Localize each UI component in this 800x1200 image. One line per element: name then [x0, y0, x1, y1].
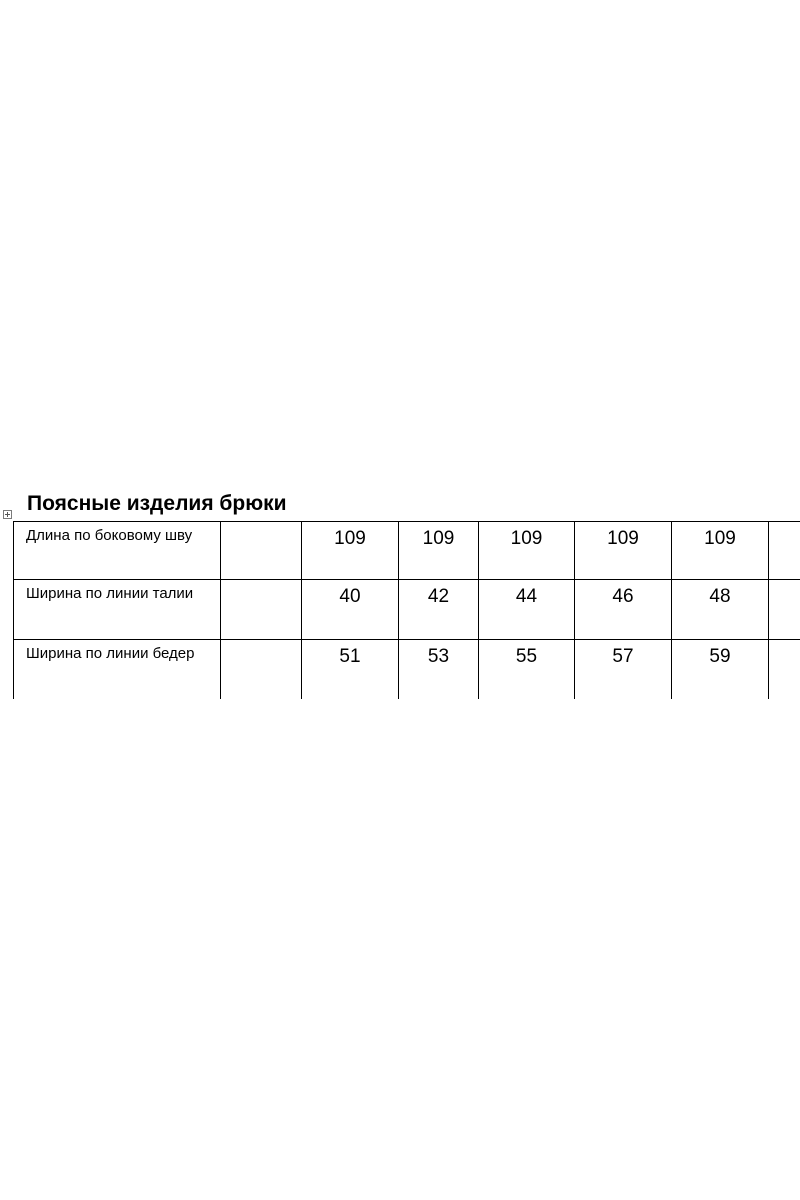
value-cell: 42: [399, 580, 479, 640]
table-row: [14, 580, 800, 640]
unit-cell: [221, 522, 302, 580]
value-cell: [769, 640, 800, 700]
size-table: [13, 521, 800, 699]
value-cell: [769, 522, 800, 580]
row-label: Ширина по линии бедер: [14, 640, 221, 700]
size-table-container: [13, 521, 800, 699]
value-cell: 57: [575, 640, 672, 700]
value-cell: 46: [575, 580, 672, 640]
unit-cell: [221, 640, 302, 700]
value-cell: 44: [479, 580, 575, 640]
value-cell: [769, 580, 800, 640]
value-cell: 40: [302, 580, 399, 640]
document-title: Поясные изделия брюки: [27, 492, 287, 515]
table-row: [14, 640, 800, 700]
row-label: Длина по боковому шву: [14, 522, 221, 580]
table-row: [14, 522, 800, 580]
table-move-handle-icon[interactable]: [3, 510, 12, 519]
value-cell: 53: [399, 640, 479, 700]
value-cell: 48: [672, 580, 769, 640]
value-cell: 109: [672, 522, 769, 580]
value-cell: 59: [672, 640, 769, 700]
row-label: Ширина по линии талии: [14, 580, 221, 640]
unit-cell: [221, 580, 302, 640]
value-cell: 109: [479, 522, 575, 580]
value-cell: 55: [479, 640, 575, 700]
value-cell: 51: [302, 640, 399, 700]
value-cell: 109: [575, 522, 672, 580]
value-cell: 109: [302, 522, 399, 580]
value-cell: 109: [399, 522, 479, 580]
